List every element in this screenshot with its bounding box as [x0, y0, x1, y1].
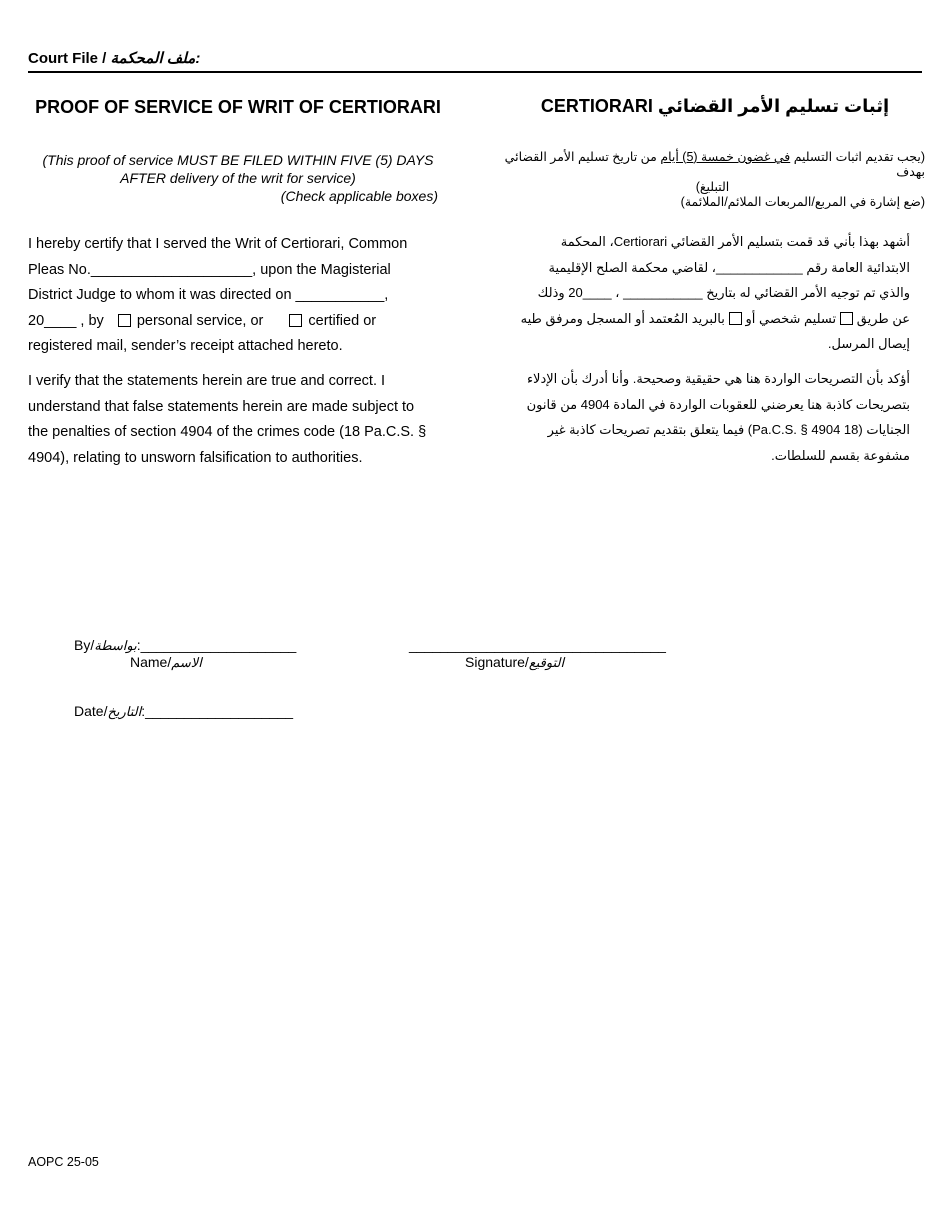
certification-ar-text: أشهد بهذا بأني قد قمت بتسليم الأمر القضائي Certiorari، المحكمة الابتدائية العامة رقم ____________، لقاضي محكمة الصلح الإقليمية والذي تم توجيه الأمر القضائي له بتاريخ ___________ ، ____20 وذلك عن طريق	[537, 234, 910, 326]
personal-service-checkbox[interactable]	[118, 314, 131, 327]
certified-mail-label-ar: بالبريد المُعتمد أو المسجل ومرفق طيه إيصال المرسل.	[520, 310, 910, 351]
date-label: Date/	[74, 703, 108, 719]
verification-english: I verify that the statements herein are true and correct. I understand that false statements herein are made subject to the penalties of section 4904 of the crimes code (18 Pa.C.S. § 4904), relating to unsworn falsification to authorities.	[28, 373, 427, 466]
certification-text: I hereby certify that I served the Writ of Certiorari, Common Pleas No.____________________, upon the Magisterial District Judge to whom it was directed on ___________, 20____ , by	[28, 236, 408, 329]
by-field[interactable]	[74, 637, 296, 654]
court-file-en: Court File /	[28, 50, 107, 67]
personal-service-label-ar: تسليم شخصي أو	[745, 310, 837, 326]
title-arabic: إثبات تسليم الأمر القضائي CERTIORARI	[540, 96, 890, 116]
signature-label: Signature/	[465, 654, 529, 670]
court-file-label	[28, 49, 200, 67]
certified-mail-checkbox[interactable]	[289, 314, 302, 327]
name-label-ar: الاسم	[171, 655, 202, 670]
date-blank-line[interactable]: :___________________	[141, 703, 294, 719]
signature-field[interactable]: _________________________________	[409, 637, 666, 653]
instructions-ar-line2: التبليغ)	[695, 180, 730, 194]
certified-mail-label: certified or registered mail, sender’s receipt attached hereto.	[28, 312, 377, 354]
instructions-ar-line3: (ضع إشارة في المربع/المربعات الملائم/الملائمة)	[680, 195, 925, 209]
date-field[interactable]	[74, 703, 293, 720]
certification-english	[28, 232, 428, 360]
court-file-ar: ملف المحكمة:	[110, 50, 201, 67]
instructions-arabic	[500, 150, 925, 210]
instructions-check-boxes: (Check applicable boxes)	[280, 188, 438, 204]
instructions-ar-underlined: في غضون خمسة (5) أيام	[660, 150, 791, 164]
form-number: AOPC 25-05	[28, 1155, 99, 1169]
by-label-ar: بواسطة	[94, 638, 137, 653]
header-divider	[28, 71, 922, 73]
by-blank-line[interactable]: :____________________	[136, 637, 297, 653]
instructions-ar-pre: (يجب تقديم اثبات التسليم	[790, 150, 925, 164]
personal-service-label: personal service, or	[136, 312, 264, 329]
certified-mail-checkbox-ar[interactable]	[729, 312, 742, 325]
instructions-english	[28, 151, 448, 205]
signature-caption	[465, 654, 564, 671]
signature-label-ar: التوقيع	[528, 655, 565, 670]
certification-arabic	[520, 229, 910, 357]
instructions-line1: (This proof of service MUST BE FILED WITHIN FIVE (5) DAYS AFTER delivery of the writ for service)	[42, 152, 434, 186]
instructions-ar-post: من تاريخ تسليم الأمر القضائي بهدف	[504, 150, 925, 179]
by-label: By/	[74, 637, 95, 653]
title-english: PROOF OF SERVICE OF WRIT OF CERTIORARI	[35, 97, 441, 117]
name-label: Name/	[130, 654, 172, 670]
date-label-ar: التاريخ	[107, 704, 142, 719]
verification-arabic: أؤكد بأن التصريحات الواردة هنا هي حقيقية وصحيحة. وأنا أدرك بأن الإدلاء بتصريحات كاذبة هنا يعرضني للعقوبات الواردة في المادة 4904 من قانون الجنايات (18 Pa.C.S. § 4904) فيما يتعلق بتقديم تصريحات كاذبة غير مشفوعة بقسم للسلطات.	[526, 371, 910, 463]
personal-service-checkbox-ar[interactable]	[840, 312, 853, 325]
name-caption	[130, 654, 202, 671]
